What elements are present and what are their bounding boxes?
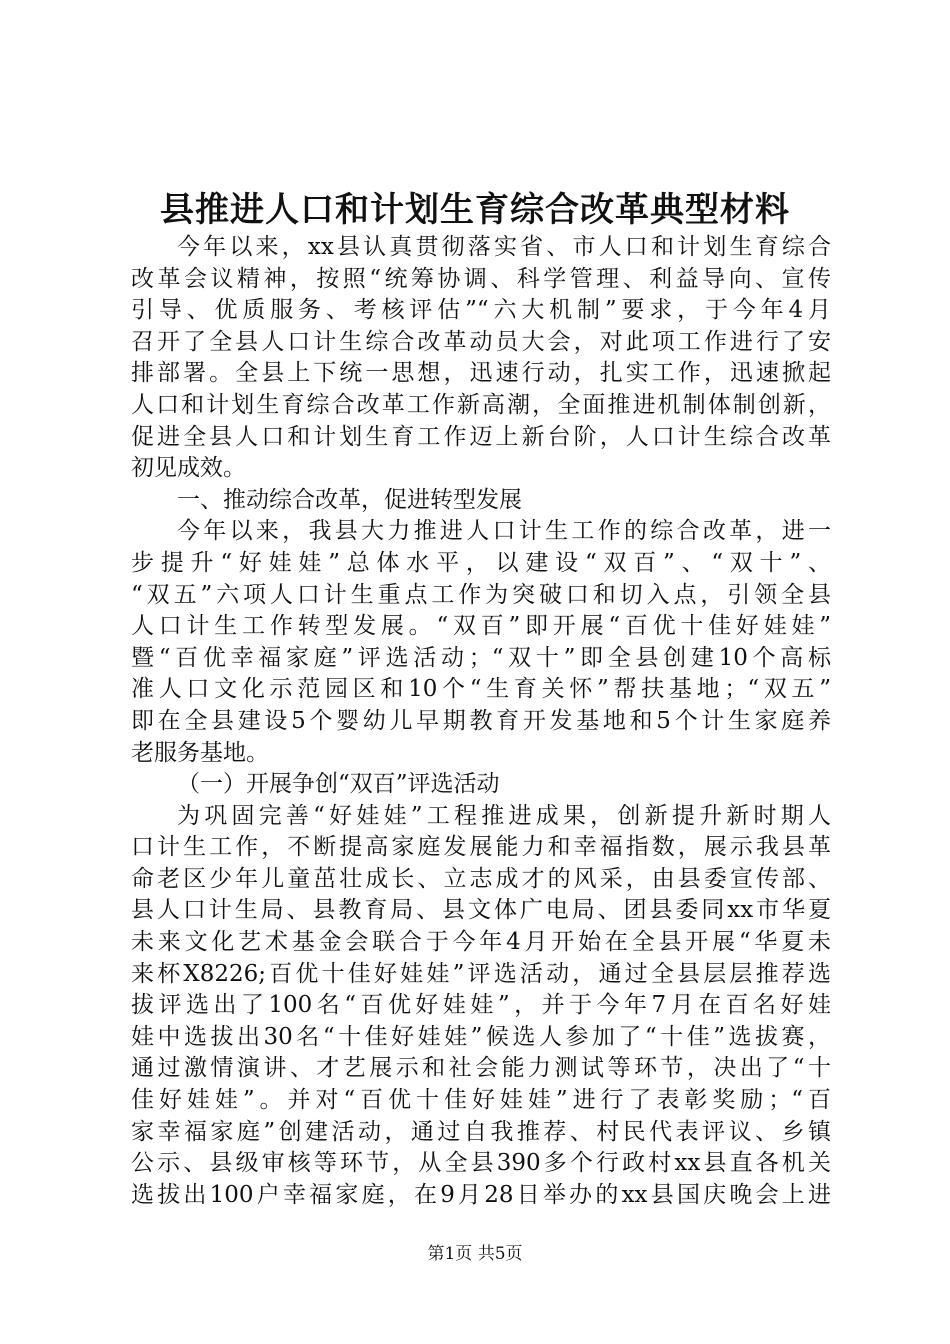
text-line: 娃中选拔出30名“十佳好娃娃”候选人参加了“十佳”选拔赛， xyxy=(131,1023,831,1050)
text-line: “双五”六项人口计生重点工作为突破口和切入点，引领全县 xyxy=(131,581,831,608)
text-line: 今年以来，xx县认真贯彻落实省、市人口和计划生育综合 xyxy=(177,234,831,260)
text-line: 引导、优质服务、考核评估”“六大机制”要求，于今年4月 xyxy=(131,297,831,324)
text-line: 今年以来，我县大力推进人口计生工作的综合改革，进一 xyxy=(177,518,831,545)
text-line: 人口和计划生育综合改革工作新高潮，全面推进机制体制创新， xyxy=(131,391,831,418)
text-line: 排部署。全县上下统一思想，迅速行动，扎实工作，迅速掀起 xyxy=(131,360,831,387)
text-line: 召开了全县人口计生综合改革动员大会，对此项工作进行了安 xyxy=(131,328,831,355)
text-line: 公示、县级审核等环节，从全县390多个行政村xx县直各机关 xyxy=(131,1150,831,1177)
text-line: 县人口计生局、县教育局、县文体广电局、团县委同xx市华夏 xyxy=(131,897,831,924)
text-line: 准人口文化示范园区和10个“生育关怀”帮扶基地；“双五” xyxy=(131,676,831,703)
text-line: 口计生工作，不断提高家庭发展能力和幸福指数，展示我县革 xyxy=(131,834,831,861)
text-line: 选拔出100户幸福家庭，在9月28日举办的xx县国庆晚会上进 xyxy=(131,1181,831,1208)
text-line: 改革会议精神，按照“统筹协调、科学管理、利益导向、宣传 xyxy=(131,265,831,292)
text-line: 老服务基地。 xyxy=(131,739,269,766)
text-line: 命老区少年儿童茁壮成长、立志成才的风采，由县委宣传部、 xyxy=(131,865,831,892)
text-line: （一）开展争创“双百”评选活动 xyxy=(177,771,500,798)
text-line: 一、推动综合改革，促进转型发展 xyxy=(177,486,522,513)
text-line: 暨“百优幸福家庭”评选活动；“双十”即全县创建10个高标 xyxy=(131,644,831,671)
text-line: 为巩固完善“好娃娃”工程推进成果，创新提升新时期人 xyxy=(177,802,831,829)
text-line: 步提升“好娃娃”总体水平，以建设“双百”、“双十”、 xyxy=(131,549,831,576)
document-body xyxy=(131,232,831,1211)
text-line: 即在全县建设5个婴幼儿早期教育开发基地和5个计生家庭养 xyxy=(131,707,831,734)
text-line: 拔评选出了100名“百优好娃娃”，并于今年7月在百名好娃 xyxy=(131,992,831,1019)
text-line: 人口计生工作转型发展。“双百”即开展“百优十佳好娃娃” xyxy=(131,613,831,640)
text-line: 来杯X8226;百优十佳好娃娃”评选活动，通过全县层层推荐选 xyxy=(131,960,831,987)
text-line: 佳好娃娃”。并对“百优十佳好娃娃”进行了表彰奖励；“百 xyxy=(131,1087,831,1114)
text-line: 促进全县人口和计划生育工作迈上新台阶，人口计生综合改革 xyxy=(131,423,831,450)
text-line: 通过激情演讲、才艺展示和社会能力测试等环节，决出了“十 xyxy=(131,1055,831,1082)
text-line: 初见成效。 xyxy=(131,455,246,482)
text-line: 未来文化艺术基金会联合于今年4月开始在全县开展“华夏未 xyxy=(131,929,831,956)
page-footer: 第1页 共5页 xyxy=(427,1244,523,1264)
text-line: 家幸福家庭”创建活动，通过自我推荐、村民代表评议、乡镇 xyxy=(131,1118,831,1145)
document-title: 县推进人口和计划生育综合改革典型材料 xyxy=(160,190,790,230)
